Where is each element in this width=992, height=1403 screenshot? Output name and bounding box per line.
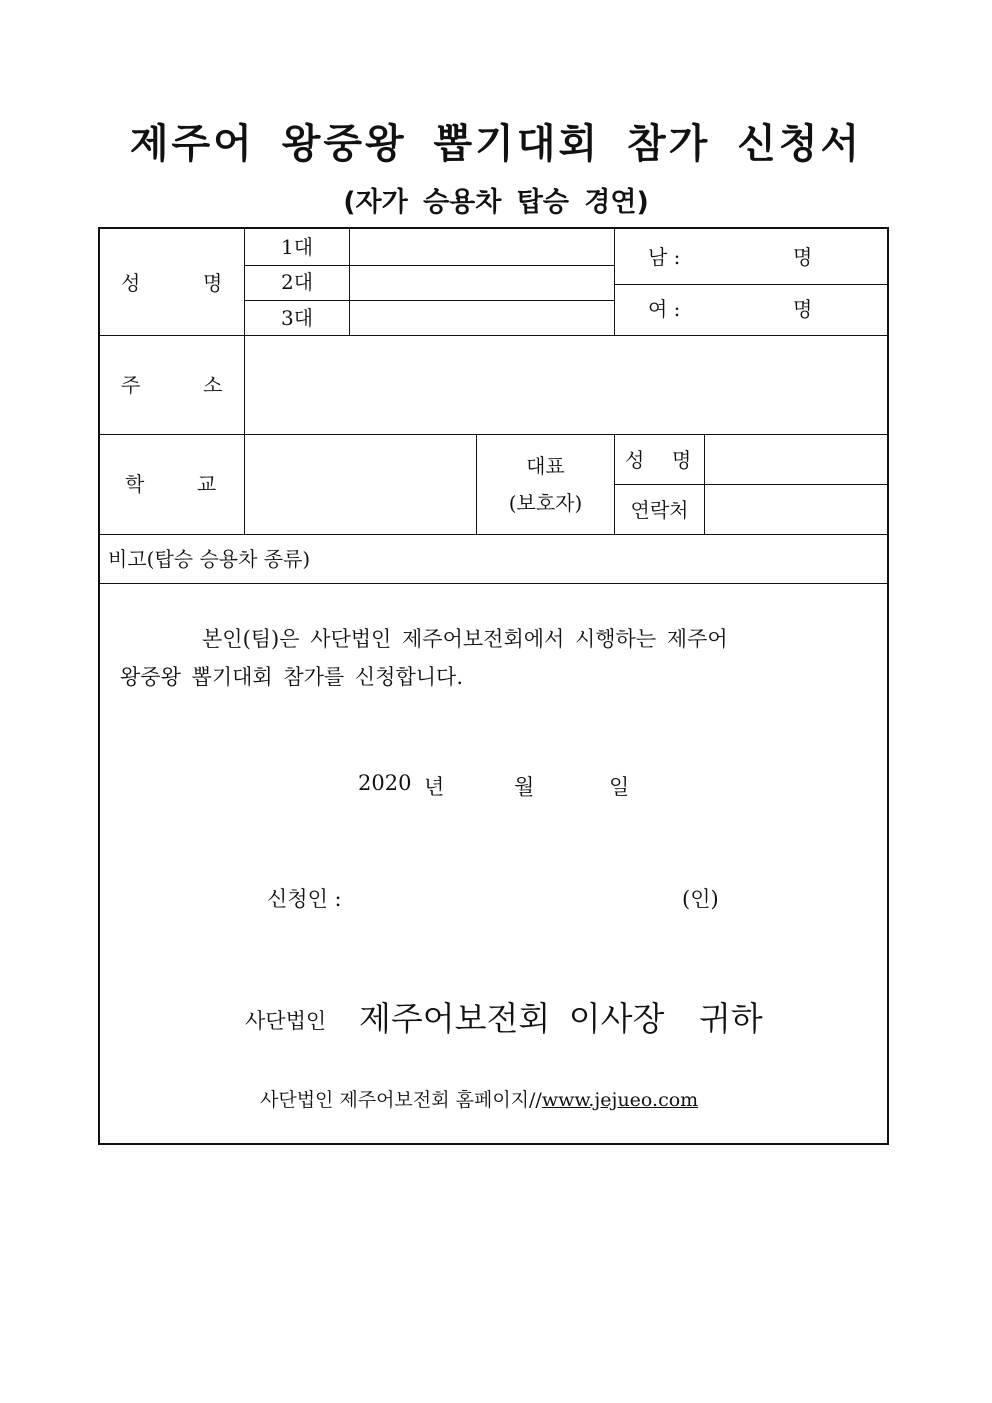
rep-name-label-first: 성 — [625, 448, 645, 472]
contact-label: 연락처 — [630, 498, 689, 522]
divider — [100, 534, 889, 535]
divider — [476, 434, 477, 534]
applicant-label: 신청인 : — [267, 887, 342, 911]
page-subtitle: (자가 승용차 탑승 경연) — [343, 187, 649, 218]
remarks-label: 비고(탑승 승용차 종류) — [108, 547, 311, 571]
address-field[interactable] — [245, 336, 889, 434]
name-label-first: 성 — [121, 271, 141, 295]
address-label-second: 소 — [203, 373, 223, 397]
divider — [614, 284, 889, 285]
name-label-second: 명 — [203, 271, 223, 295]
date-day-unit: 일 — [609, 775, 630, 799]
school-label-first: 학 — [125, 472, 145, 496]
female-count-unit: 명 — [793, 297, 813, 321]
male-count-unit: 명 — [793, 245, 813, 269]
male-label: 남 : — [648, 245, 681, 269]
declaration-line-2: 왕중왕 뽑기대회 참가를 신청합니다. — [120, 665, 463, 689]
declaration-line-1: 본인(팀)은 사단법인 제주어보전회에서 시행하는 제주어 — [202, 627, 728, 651]
generation-1-name-field[interactable] — [350, 229, 614, 265]
address-label-first: 주 — [121, 373, 141, 397]
homepage-link[interactable]: www.jejueo.com — [541, 1089, 699, 1111]
recipient-name: 제주어보전회 이사장 — [359, 999, 665, 1038]
page-title: 제주어 왕중왕 뽑기대회 참가 신청서 — [129, 121, 863, 167]
date-year-unit: 년 — [424, 775, 445, 799]
applicant-name-field[interactable] — [370, 879, 670, 911]
school-field[interactable] — [245, 435, 476, 534]
recipient-prefix: 사단법인 — [245, 1009, 327, 1033]
recipient-honorific: 귀하 — [699, 999, 763, 1038]
application-form — [98, 227, 889, 1145]
generation-2-name-field[interactable] — [350, 266, 614, 300]
divider — [100, 583, 889, 584]
generation-3-name-field[interactable] — [350, 301, 614, 335]
date-year: 2020 — [358, 771, 412, 795]
female-label: 여 : — [648, 297, 681, 321]
representative-label: 대표 — [526, 454, 565, 478]
date-month-unit: 월 — [514, 775, 535, 799]
school-label-second: 교 — [197, 472, 217, 496]
homepage-line — [260, 1085, 698, 1112]
homepage-label: 사단법인 제주어보전회 홈페이지// — [260, 1089, 542, 1111]
generation-3-label: 3대 — [280, 306, 314, 330]
generation-2-label: 2대 — [280, 270, 314, 294]
contact-field[interactable] — [705, 485, 889, 534]
divider — [614, 229, 615, 335]
rep-name-field[interactable] — [705, 435, 889, 484]
generation-1-label: 1대 — [280, 235, 314, 259]
guardian-label: (보호자) — [508, 491, 583, 515]
rep-name-label-second: 명 — [672, 448, 692, 472]
seal-mark: (인) — [682, 887, 719, 911]
